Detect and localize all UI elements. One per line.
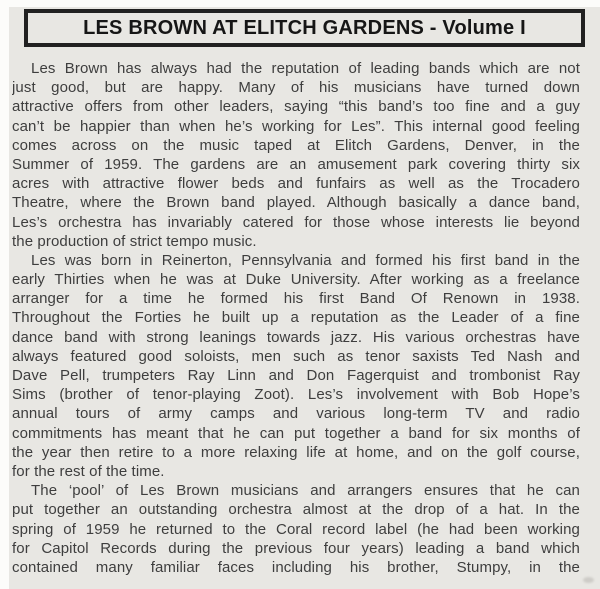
text-line: commitments has meant that he can put together a band for six months of — [12, 424, 580, 442]
text-line: comes across on the music taped at Elitch Gardens, Denver, in the — [12, 136, 580, 154]
liner-notes — [12, 59, 580, 577]
text-line: dance band with strong leanings towards jazz. His various orchestras have — [12, 328, 580, 346]
text-line: for Capitol Records during the previous four years) leading a band which — [12, 539, 580, 557]
text-line: just good, but are happy. Many of his musicians have turned down — [12, 79, 580, 97]
text-line: the production of strict tempo music. — [12, 232, 257, 250]
text-line: Les Brown has always had the reputation of leading bands which are not — [31, 60, 580, 77]
text-line: Dave Pell, trumpeters Ray Linn and Don Fagerquist and trombonist Ray — [12, 367, 580, 384]
text-line: always featured good soloists, men such as tenor saxists Ted Nash and — [12, 347, 580, 365]
text-line: Theatre, where the Brown band played. Although basically a dance band, — [12, 194, 580, 212]
text-line: Throughout the Forties he built up a reputation as the Leader of a fine — [12, 309, 580, 327]
scanned-page — [9, 7, 600, 589]
album-title: LES BROWN AT ELITCH GARDENS - Volume I — [83, 16, 526, 39]
text-line: The ‘pool’ of Les Brown musicians and arrangers ensures that he can — [31, 482, 580, 500]
text-line: attractive offers from other leaders, saying “this band’s too fine and a guy — [12, 98, 580, 116]
text-line: acres with attractive flower beds and funfairs as well as the Trocadero — [12, 175, 580, 193]
text-line: spring of 1959 he returned to the Coral record label (he had been working — [12, 520, 580, 538]
text-line: arranger for a time he formed his first Band Of Renown in 1938. — [12, 290, 580, 308]
title-box — [24, 9, 585, 47]
text-line: can’t be happier than when he’s working for Les”. This internal good feeling — [12, 117, 580, 135]
text-line: for the rest of the time. — [12, 462, 165, 480]
text-line: Les’s orchestra has invariably catered for those whose interests lie beyond — [12, 213, 580, 231]
text-line: Les was born in Reinerton, Pennsylvania and formed his first band in the — [31, 251, 580, 269]
text-line: contained many familiar faces including his brother, Stumpy, in the — [12, 558, 580, 576]
text-line: put together an outstanding orchestra almost at the drop of a hat. In the — [12, 501, 580, 519]
text-line: annual tours of army camps and various long-term TV and radio — [12, 405, 580, 423]
text-line: early Thirties when he was at Duke University. After working as a freelance — [12, 271, 580, 289]
text-line: Sims (brother of tenor-playing Zoot). Les’s involvement with Bob Hope’s — [12, 386, 580, 404]
text-line: Summer of 1959. The gardens are an amusement park covering thirty six — [12, 155, 580, 173]
text-line: the year then retire to a more relaxing life at home, and on the golf course, — [12, 443, 580, 461]
scan-smudge-artifact — [583, 577, 594, 583]
